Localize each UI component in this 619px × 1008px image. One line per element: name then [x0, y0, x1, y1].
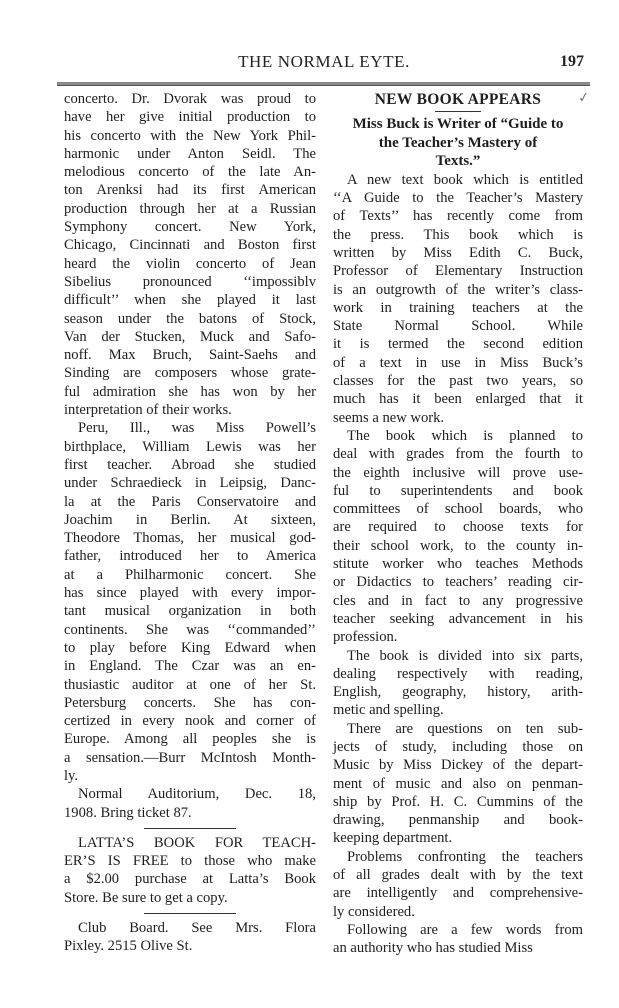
text-line: it is termed the second edition — [333, 336, 583, 353]
text-line: profession. — [333, 629, 398, 646]
text-line: work in training teachers at the — [333, 299, 583, 316]
text-line: birthplace, William Lewis was her — [64, 438, 316, 455]
text-line: ful to superintendents and book — [333, 482, 583, 499]
text-line: ‘‘A Guide to the Teacher’s Mastery — [333, 190, 583, 207]
subheading-line: Miss Buck is Writer of “Guide to — [352, 116, 564, 132]
text-line: heard the violin concerto of Jean — [64, 255, 316, 272]
text-line: production through her at a Russian — [64, 200, 316, 217]
text-line: Chicago, Cincinnati and Boston first — [64, 237, 316, 254]
latta-book-notice — [64, 834, 316, 907]
text-line: Store. Be sure to get a copy. — [64, 889, 228, 906]
text-line: stitute worker who teaches Methods — [333, 556, 583, 573]
text-line: Normal Auditorium, Dec. 18, — [78, 786, 316, 803]
paragraph — [64, 785, 316, 822]
text-line: ER’S IS FREE to those who make — [64, 853, 316, 870]
text-line: Music by Miss Dickey of the depart- — [333, 757, 583, 774]
text-line: teacher seeking advancement in his — [333, 610, 583, 627]
text-line: difficult’’ when she played it last — [64, 292, 316, 309]
text-line: Symphony concert. New York, — [64, 219, 316, 236]
text-line: Professor of Elementary Instruction — [333, 263, 583, 280]
page-header — [64, 52, 584, 76]
text-line: drawing, penmanship and book- — [333, 812, 583, 829]
text-line: written by Miss Edith C. Buck, — [333, 244, 583, 261]
text-line: LATTA’S BOOK FOR TEACH- — [78, 834, 316, 851]
text-line: keeping department. — [333, 830, 453, 847]
text-line: Sinding are composers whose grate- — [64, 365, 316, 382]
text-line: the eighth inclusive will prove use- — [333, 464, 583, 481]
text-line: of a text in use in Miss Buck’s — [333, 354, 583, 371]
text-line: a sensation.—Burr McIntosh Month- — [64, 749, 316, 766]
text-line: interpretation of their works. — [64, 402, 232, 419]
text-line: Van der Stucken, Muck and Safo- — [64, 328, 316, 345]
text-line: There are questions on ten sub- — [347, 720, 583, 737]
text-line: harmonic under Anton Seidl. The — [64, 145, 316, 162]
subheading-line: Texts.” — [435, 153, 481, 170]
text-line: at a Philharmonic concert. She — [64, 566, 316, 583]
text-line: noff. Max Bruch, Saint-Saehs and — [64, 347, 316, 364]
text-line: Sibelius pronounced ‘‘impossiblv — [64, 273, 316, 290]
paragraph — [333, 647, 583, 720]
text-line: much has it been enlarged that it — [333, 391, 583, 408]
text-line: to play before King Edward when — [64, 639, 316, 656]
subheading-line: the Teacher’s Mastery of — [378, 134, 538, 151]
text-line: Theodore Thomas, her musical god- — [64, 530, 316, 547]
text-line: metic and spelling. — [333, 702, 444, 719]
checkmark-icon: ✓ — [576, 89, 591, 107]
paragraph — [333, 921, 583, 958]
text-line: seems a new work. — [333, 409, 445, 426]
text-line: of Texts’’ has recently come from — [333, 208, 583, 225]
text-line: ly. — [64, 767, 79, 784]
paragraph — [333, 171, 583, 427]
text-line: melodious concerto of the late An- — [64, 164, 316, 181]
text-line: deal with grades from the fourth to — [333, 446, 583, 463]
text-line: Europe. Among all peoples she is — [64, 731, 316, 748]
paragraph — [64, 419, 316, 785]
paragraph — [333, 720, 583, 848]
text-line: la at the Paris Conservatoire and — [64, 493, 316, 510]
text-line: thusiastic auditor at one of her St. — [64, 676, 316, 693]
text-line: cles and in fact to any progressive — [333, 592, 583, 609]
page-number: 197 — [560, 53, 584, 70]
right-column — [333, 90, 583, 958]
text-line: their school work, to the county in- — [333, 537, 583, 554]
text-line: Following are a few words from — [347, 921, 583, 938]
text-line: Pixley. 2515 Olive St. — [64, 938, 193, 955]
text-line: ment of music and also on penman- — [333, 775, 583, 792]
article-body — [333, 171, 583, 958]
text-line: continents. She was ‘‘commanded’’ — [64, 621, 316, 638]
text-line: under Schraedieck in Leipsig, Danc- — [64, 475, 316, 492]
text-line: Petersburg concerts. She has con- — [64, 694, 316, 711]
text-line: Problems confronting the teachers — [347, 848, 583, 865]
text-line: ship by Prof. H. C. Cummins of the — [333, 793, 583, 810]
text-line: The book which is planned to — [347, 427, 583, 444]
text-line: Peru, Ill., was Miss Powell’s — [78, 420, 316, 437]
publication-title: THE NORMAL EYTE. — [238, 52, 410, 71]
text-line: of all grades dealt with by the text — [333, 867, 583, 884]
text-line: certized in every nook and corner of — [64, 713, 316, 730]
text-line: English, geography, history, arith- — [333, 684, 583, 701]
text-line: has since played with every impor- — [64, 585, 316, 602]
text-line: is an outgrowth of the writer’s class- — [333, 281, 583, 298]
text-line: 1908. Bring ticket 87. — [64, 804, 192, 821]
club-board-notice — [64, 919, 316, 956]
paragraph — [64, 90, 316, 419]
text-line: a $2.00 purchase at Latta’s Book — [64, 871, 316, 888]
text-line: are intelligently and comprehensive- — [333, 885, 583, 902]
text-line: have her give initial production to — [64, 109, 316, 126]
paragraph — [333, 427, 583, 647]
text-line: The book is divided into six parts, — [347, 647, 583, 664]
text-line: dealing respectively with reading, — [333, 665, 583, 682]
article-subheading — [333, 115, 583, 171]
text-line: Joachim in Berlin. At sixteen, — [64, 511, 316, 528]
left-column — [64, 90, 316, 956]
section-divider — [144, 913, 236, 914]
text-line: jects of study, including those on — [333, 738, 583, 755]
text-line: committees of school boards, who — [333, 501, 583, 518]
text-line: State Normal School. While — [333, 318, 583, 335]
text-line: father, introduced her to America — [64, 548, 316, 565]
text-line: tant musical organization in both — [64, 603, 316, 620]
text-line: an authority who has studied Miss — [333, 940, 533, 957]
text-line: first teacher. Abroad she studied — [64, 456, 316, 473]
text-line: ly considered. — [333, 903, 415, 920]
text-line: or Didactics to teachers’ reading cir- — [333, 574, 583, 591]
text-line: in England. The Czar was an en- — [64, 658, 316, 675]
text-line: A new text book which is entitled — [347, 171, 583, 188]
text-line: classes for the past two years, so — [333, 373, 583, 390]
text-line: his concerto with the New York Phil- — [64, 127, 316, 144]
text-line: ton Arenksi had its first American — [64, 182, 316, 199]
header-rule — [57, 82, 590, 86]
section-heading: NEW BOOK APPEARS — [374, 91, 542, 108]
text-line: the press. This book which is — [333, 226, 583, 243]
text-line: season under the batons of Stock, — [64, 310, 316, 327]
text-line: ful admiration she has won by her — [64, 383, 316, 400]
text-line: concerto. Dr. Dvorak was proud to — [64, 91, 316, 107]
paragraph — [333, 848, 583, 921]
text-line: are required to choose texts for — [333, 519, 583, 536]
heading-rule — [435, 111, 481, 112]
text-line: Club Board. See Mrs. Flora — [78, 920, 316, 937]
section-divider — [144, 828, 236, 829]
